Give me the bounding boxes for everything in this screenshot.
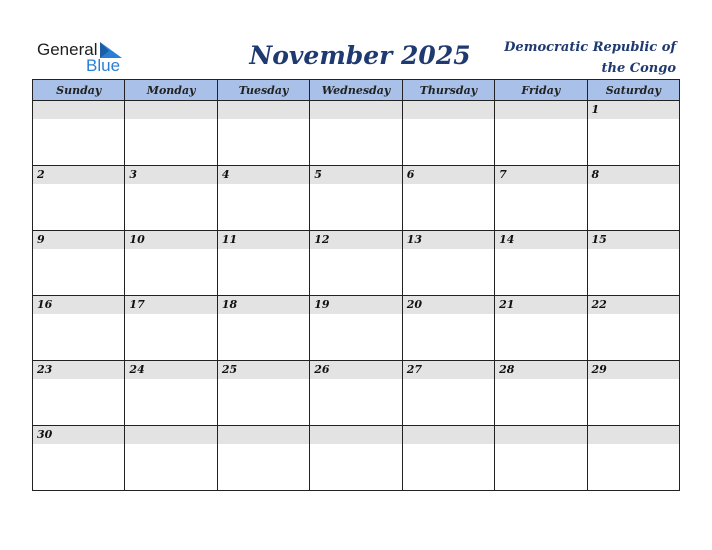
day-cell[interactable] [495, 361, 587, 426]
day-cell[interactable] [587, 426, 679, 491]
day-cell[interactable] [495, 231, 587, 296]
day-number [125, 426, 216, 444]
day-cell[interactable] [587, 101, 679, 166]
day-number: 12 [310, 231, 401, 249]
day-cell[interactable] [33, 296, 125, 361]
day-number: 21 [495, 296, 586, 314]
day-number: 11 [218, 231, 309, 249]
day-cell[interactable] [125, 296, 217, 361]
day-number: 22 [588, 296, 679, 314]
day-cell[interactable] [217, 296, 309, 361]
generalblue-logo [37, 40, 127, 74]
day-number [33, 101, 124, 119]
day-number: 14 [495, 231, 586, 249]
day-cell[interactable] [310, 361, 402, 426]
weekday-header: Saturday [587, 80, 679, 101]
day-number: 26 [310, 361, 401, 379]
weekday-header: Tuesday [217, 80, 309, 101]
day-number: 15 [588, 231, 679, 249]
week-row [33, 361, 680, 426]
day-number [218, 101, 309, 119]
day-number: 16 [33, 296, 124, 314]
day-number: 8 [588, 166, 679, 184]
weekday-header: Friday [495, 80, 587, 101]
day-cell[interactable] [125, 231, 217, 296]
day-cell[interactable] [402, 361, 494, 426]
day-number: 2 [33, 166, 124, 184]
day-cell[interactable] [217, 361, 309, 426]
day-cell[interactable] [310, 296, 402, 361]
day-cell[interactable] [402, 426, 494, 491]
day-cell[interactable] [587, 361, 679, 426]
country-line-1: Democratic Republic of [504, 40, 676, 55]
week-row [33, 426, 680, 491]
day-cell[interactable] [402, 296, 494, 361]
weekday-header: Wednesday [310, 80, 402, 101]
day-number [588, 426, 679, 444]
day-number [310, 426, 401, 444]
weekday-header: Sunday [33, 80, 125, 101]
day-number: 6 [403, 166, 494, 184]
day-number: 18 [218, 296, 309, 314]
week-row [33, 166, 680, 231]
day-number: 4 [218, 166, 309, 184]
day-number: 3 [125, 166, 216, 184]
day-number: 19 [310, 296, 401, 314]
day-number: 29 [588, 361, 679, 379]
day-cell[interactable] [402, 101, 494, 166]
day-cell[interactable] [217, 166, 309, 231]
day-cell[interactable] [217, 426, 309, 491]
day-number [495, 426, 586, 444]
day-cell[interactable] [310, 166, 402, 231]
day-cell[interactable] [587, 231, 679, 296]
day-cell[interactable] [125, 166, 217, 231]
day-number: 10 [125, 231, 216, 249]
day-cell[interactable] [33, 426, 125, 491]
day-cell[interactable] [33, 166, 125, 231]
day-cell[interactable] [33, 231, 125, 296]
day-number [125, 101, 216, 119]
day-number: 20 [403, 296, 494, 314]
day-number [403, 101, 494, 119]
day-number: 1 [588, 101, 679, 119]
weekday-header-row [33, 80, 680, 101]
day-number: 23 [33, 361, 124, 379]
day-number: 24 [125, 361, 216, 379]
day-cell[interactable] [495, 426, 587, 491]
weekday-header: Monday [125, 80, 217, 101]
day-number [310, 101, 401, 119]
country-name [476, 37, 676, 79]
day-number: 7 [495, 166, 586, 184]
day-number: 30 [33, 426, 124, 444]
country-line-2: the Congo [601, 61, 676, 76]
day-cell[interactable] [125, 361, 217, 426]
day-cell[interactable] [402, 231, 494, 296]
day-cell[interactable] [495, 166, 587, 231]
day-number: 5 [310, 166, 401, 184]
day-number: 25 [218, 361, 309, 379]
day-cell[interactable] [402, 166, 494, 231]
day-cell[interactable] [33, 101, 125, 166]
week-row [33, 296, 680, 361]
day-number: 17 [125, 296, 216, 314]
week-row [33, 231, 680, 296]
day-cell[interactable] [125, 426, 217, 491]
day-cell[interactable] [310, 101, 402, 166]
logo-text-general: General [37, 40, 98, 59]
day-cell[interactable] [310, 231, 402, 296]
day-number [495, 101, 586, 119]
calendar-title: November 2025 [249, 41, 471, 70]
day-cell[interactable] [217, 231, 309, 296]
logo-text-blue: Blue [86, 56, 121, 75]
day-cell[interactable] [125, 101, 217, 166]
calendar-grid [32, 79, 680, 491]
day-cell[interactable] [33, 361, 125, 426]
day-cell[interactable] [495, 101, 587, 166]
day-cell[interactable] [495, 296, 587, 361]
day-number [403, 426, 494, 444]
day-number: 28 [495, 361, 586, 379]
week-row [33, 101, 680, 166]
day-number: 9 [33, 231, 124, 249]
weekday-header: Thursday [402, 80, 494, 101]
day-cell[interactable] [217, 101, 309, 166]
day-number [218, 426, 309, 444]
day-cell[interactable] [587, 166, 679, 231]
day-cell[interactable] [310, 426, 402, 491]
day-number: 27 [403, 361, 494, 379]
day-cell[interactable] [587, 296, 679, 361]
day-number: 13 [403, 231, 494, 249]
